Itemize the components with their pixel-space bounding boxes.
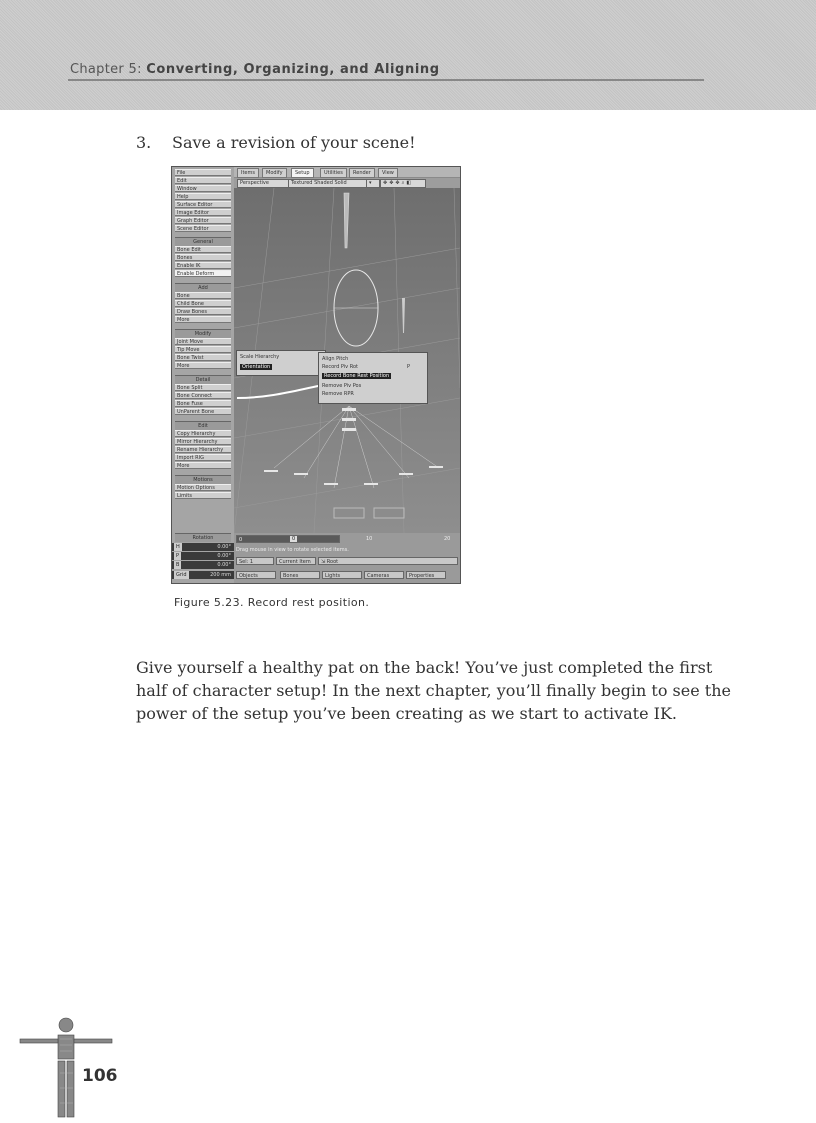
tool-button-draw-bones[interactable]: Draw Bones bbox=[175, 308, 231, 315]
menu-button-help[interactable]: Help bbox=[175, 193, 231, 200]
viewport-options-button[interactable]: ▾ bbox=[366, 179, 380, 188]
mascot-right-leg bbox=[67, 1061, 74, 1117]
section-header-general: General bbox=[175, 237, 231, 246]
section-header-detail: Detail bbox=[175, 375, 231, 384]
grid-size-field[interactable] bbox=[172, 571, 234, 579]
tool-button-mirror-hierarchy[interactable]: Mirror Hierarchy bbox=[175, 438, 231, 445]
header-rule bbox=[68, 79, 704, 81]
grid-label: Grid bbox=[176, 572, 187, 578]
menu-button-graph-editor[interactable]: Graph Editor bbox=[175, 217, 231, 224]
page-number: 106 bbox=[82, 1066, 118, 1086]
mascot-right-arm bbox=[74, 1039, 112, 1043]
axis-label: P bbox=[176, 553, 180, 559]
menu-remove-rpr[interactable]: Remove RPR bbox=[322, 391, 354, 397]
bottom-button-lights[interactable]: Lights bbox=[322, 571, 362, 579]
menu-button-file[interactable]: File bbox=[175, 169, 231, 176]
tool-button-limits[interactable]: Limits bbox=[175, 492, 231, 499]
axis-value: 0.00° bbox=[217, 553, 231, 559]
mascot-torso bbox=[58, 1035, 74, 1059]
tool-button-bone[interactable]: Bone bbox=[175, 292, 231, 299]
shading-mode-select[interactable]: Textured Shaded Solid bbox=[288, 179, 368, 188]
sel-value: 1 bbox=[249, 559, 254, 565]
timeline-slider[interactable] bbox=[236, 535, 340, 543]
view-mode-select[interactable]: Perspective bbox=[237, 179, 289, 188]
chapter-label: Chapter 5: bbox=[70, 62, 147, 77]
tool-button-bones[interactable]: Bones bbox=[175, 254, 231, 261]
tab-modify[interactable]: Modify bbox=[262, 168, 287, 178]
tool-button-enable-deform[interactable]: Enable Deform bbox=[175, 270, 231, 277]
rotation-label: Rotation bbox=[175, 533, 231, 542]
tool-button-child-bone[interactable]: Child Bone bbox=[175, 300, 231, 307]
bottom-bar bbox=[234, 533, 460, 583]
section-header-modify: Modify bbox=[175, 329, 231, 338]
axis-label: H bbox=[176, 544, 180, 550]
timeline-tick: 0 bbox=[239, 537, 243, 543]
tool-button-enable-ik[interactable]: Enable IK bbox=[175, 262, 231, 269]
menu-record-bone-rest-position[interactable]: Record Bone Rest Position bbox=[324, 373, 390, 379]
tool-button-bone-edit[interactable]: Bone Edit bbox=[175, 246, 231, 253]
tool-button-import-rig[interactable]: Import RIG bbox=[175, 454, 231, 461]
menu-remove-piv-pos[interactable]: Remove Piv Pos bbox=[322, 383, 362, 389]
timeline-tick: 0 bbox=[292, 536, 296, 542]
mascot-head bbox=[59, 1018, 73, 1032]
menu-button-surface-editor[interactable]: Surface Editor bbox=[175, 201, 231, 208]
axis-label: B bbox=[176, 562, 180, 568]
tool-button-bone-connect[interactable]: Bone Connect bbox=[175, 392, 231, 399]
tab-render[interactable]: Render bbox=[349, 168, 375, 178]
tool-button-motion-options[interactable]: Motion Options bbox=[175, 484, 231, 491]
menu-button-edit[interactable]: Edit bbox=[175, 177, 231, 184]
step-3 bbox=[136, 133, 416, 152]
toolbar-panel bbox=[172, 167, 234, 583]
timeline-tick: 10 bbox=[366, 536, 373, 542]
orientation-submenu bbox=[318, 352, 428, 404]
selection-count bbox=[236, 557, 274, 565]
status-message: Drag mouse in view to rotate selected items. bbox=[236, 547, 349, 553]
mascot-left-leg bbox=[58, 1061, 65, 1117]
step-text: Save a revision of your scene! bbox=[172, 133, 416, 152]
body-paragraph: Give yourself a healthy pat on the back! You’ve just completed the first half of character setup! In the next chapter, you’ll finally begin to see the power of the setup you’ve been creating as we start to activate IK. bbox=[136, 658, 731, 723]
viewport-nav-icons[interactable]: ✥✥✥⌕◧ bbox=[380, 179, 426, 188]
bottom-button-properties[interactable]: Properties bbox=[406, 571, 446, 579]
menu-align-pitch[interactable]: Align Pitch bbox=[322, 356, 349, 362]
tab-setup[interactable]: Setup bbox=[291, 168, 314, 178]
rotation-field-p[interactable] bbox=[172, 552, 234, 560]
chapter-heading bbox=[70, 62, 440, 77]
chapter-title: Converting, Organizing, and Aligning bbox=[146, 62, 440, 77]
tool-button-bone-split[interactable]: Bone Split bbox=[175, 384, 231, 391]
menu-record-piv-rot[interactable]: Record Piv Rot bbox=[322, 364, 358, 370]
tool-button-more[interactable]: More bbox=[175, 362, 231, 369]
tool-button-unparent-bone[interactable]: UnParent Bone bbox=[175, 408, 231, 415]
figure-caption: Figure 5.23. Record rest position. bbox=[174, 596, 370, 609]
section-header-edit: Edit bbox=[175, 421, 231, 430]
current-item-label: Current Item bbox=[276, 557, 316, 565]
mascot-left-arm bbox=[20, 1039, 58, 1043]
menu-button-scene-editor[interactable]: Scene Editor bbox=[175, 225, 231, 232]
bottom-button-bones[interactable]: Bones bbox=[280, 571, 320, 579]
tab-view[interactable]: View bbox=[378, 168, 398, 178]
tab-items[interactable]: Items bbox=[237, 168, 259, 178]
bottom-button-cameras[interactable]: Cameras bbox=[364, 571, 404, 579]
current-item-select[interactable]: ⇲ Root bbox=[318, 557, 458, 565]
tool-button-rename-hierarchy[interactable]: Rename Hierarchy bbox=[175, 446, 231, 453]
current-item-value: Root bbox=[326, 559, 339, 565]
section-header-add: Add bbox=[175, 283, 231, 292]
rotation-field-h[interactable] bbox=[172, 543, 234, 551]
menu-button-window[interactable]: Window bbox=[175, 185, 231, 192]
menu-scale-hierarchy[interactable]: Scale Hierarchy bbox=[240, 354, 280, 360]
axis-value: 0.00° bbox=[217, 544, 231, 550]
menu-button-image-editor[interactable]: Image Editor bbox=[175, 209, 231, 216]
tool-button-joint-move[interactable]: Joint Move bbox=[175, 338, 231, 345]
sel-label: Sel: bbox=[239, 559, 249, 565]
tool-button-bone-fuse[interactable]: Bone Fuse bbox=[175, 400, 231, 407]
tool-button-bone-twist[interactable]: Bone Twist bbox=[175, 354, 231, 361]
tab-utilities[interactable]: Utilities bbox=[320, 168, 347, 178]
section-header-motions: Motions bbox=[175, 475, 231, 484]
tool-button-more[interactable]: More bbox=[175, 462, 231, 469]
menu-shortcut: P bbox=[407, 364, 411, 370]
bottom-button-objects[interactable]: Objects bbox=[236, 571, 276, 579]
chapter-header-band bbox=[0, 0, 816, 110]
timeline-tick: 20 bbox=[444, 536, 451, 542]
tool-button-copy-hierarchy[interactable]: Copy Hierarchy bbox=[175, 430, 231, 437]
tool-button-more[interactable]: More bbox=[175, 316, 231, 323]
rotation-field-b[interactable] bbox=[172, 561, 234, 569]
lightwave-screenshot bbox=[171, 166, 461, 584]
viewport-toolbar bbox=[234, 178, 460, 188]
tool-button-tip-move[interactable]: Tip Move bbox=[175, 346, 231, 353]
menu-orientation[interactable]: Orientation bbox=[242, 364, 271, 370]
step-number: 3. bbox=[136, 133, 152, 152]
tab-bar bbox=[234, 167, 460, 177]
axis-value: 0.00° bbox=[217, 562, 231, 568]
grid-value: 200 mm bbox=[210, 572, 231, 578]
more-menu bbox=[236, 350, 326, 376]
